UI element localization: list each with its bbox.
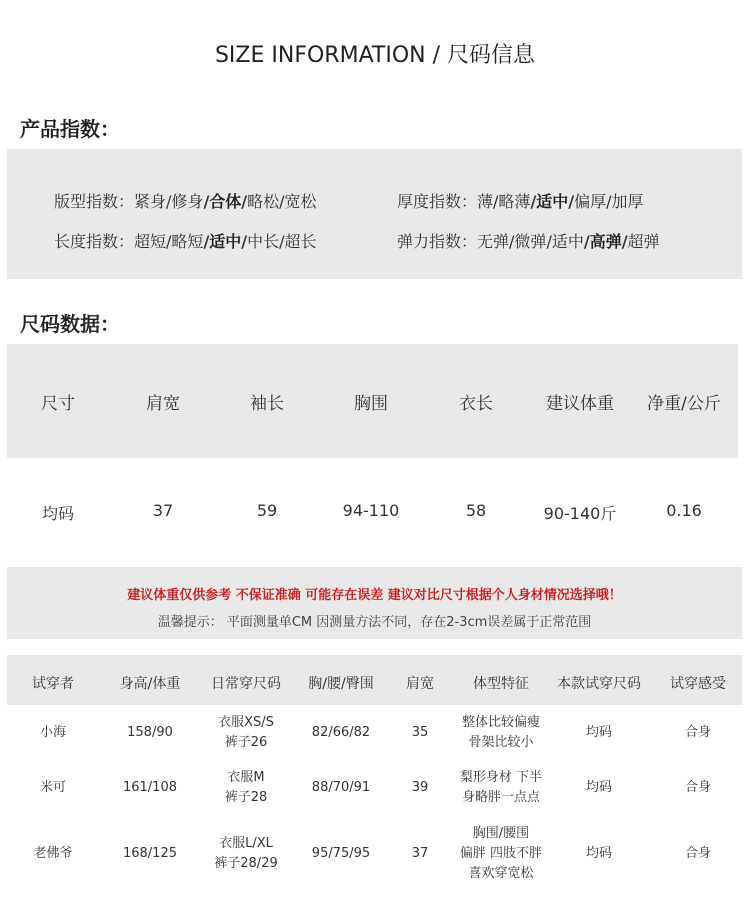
size-header-cell: 衣长 [459,394,493,414]
tryon-measurements: 95/75/95 [311,846,371,861]
option-separator: / [203,192,210,211]
index-option-selected: 适中 [536,192,569,211]
tryon-name: 小海 [39,725,67,740]
tryon-usual-size-line: 衣服M [227,770,265,785]
option-separator: / [241,192,248,211]
option-separator: / [621,232,628,251]
thickness-index [397,189,644,212]
tryon-usual-size [214,834,277,874]
elasticity-index [397,229,660,252]
index-option-selected: 合体 [209,192,242,211]
tryon-usual-size-line: 裤子26 [224,735,268,750]
index-panel [7,149,742,279]
tryon-usual-size-line: 衣服XS/S [218,715,274,730]
index-option: 无弹 [477,232,510,251]
tryon-header-cell: 体型特征 [473,676,529,692]
option-separator: / [166,232,172,251]
size-header-cell: 袖长 [250,394,284,414]
index-option: 略短 [171,232,204,251]
tryon-feel: 合身 [684,780,712,795]
size-value-cell: 均码 [41,504,75,523]
fit-index [54,189,317,212]
tryon-body-type [460,768,542,808]
index-option: 加厚 [611,192,644,211]
weight-warning: 建议体重仅供参考 不保证准确 可能存在误差 建议对比尺寸根据个人身材情况选择哦！ [127,588,622,603]
tryon-header-cell: 试穿者 [32,676,74,692]
page-title: SIZE INFORMATION / 尺码信息 [214,43,536,68]
option-separator: / [530,192,537,211]
option-separator: / [279,232,285,251]
index-option: 宽松 [284,192,317,211]
tryon-body-line: 喜欢穿宽松 [468,866,534,881]
size-value-cell: 90-140斤 [543,504,617,523]
index-heading: 产品指数： [20,117,120,141]
size-header-cell: 尺寸 [41,394,75,414]
tryon-body-line: 骨架比较小 [468,735,534,750]
index-option: 微弹 [514,232,547,251]
index-label: 版型指数： [54,192,135,211]
tryon-header-cell: 试穿感受 [670,676,726,692]
measurement-tip: 温馨提示： 平面测量单CM 因测量方法不同，存在2-3cm误差属于正常范围 [157,615,592,630]
tryon-body-line: 整体比较偏瘦 [461,715,541,730]
tryon-usual-size [218,713,274,753]
tryon-usual-size-line: 裤子28 [224,790,268,805]
index-option: 中长 [247,232,280,251]
tryon-shoulder: 37 [411,846,429,861]
tryon-body-line: 胸围/腰围 [472,826,530,841]
index-option: 略薄 [498,192,531,211]
index-option: 超弹 [627,232,660,251]
tryon-size: 均码 [585,846,613,861]
size-value-cell: 0.16 [666,501,702,520]
index-label: 弹力指数： [397,232,478,251]
size-value-cell: 58 [465,501,487,520]
index-option: 紧身 [134,192,167,211]
tryon-size: 均码 [585,725,613,740]
size-value-cell: 37 [152,501,174,520]
tryon-height-weight: 158/90 [127,725,173,740]
option-separator: / [546,232,552,251]
option-separator: / [606,192,612,211]
option-separator: / [568,192,575,211]
index-option-selected: 高弹 [589,232,622,251]
tryon-header-cell: 胸/腰/臀围 [308,676,374,692]
index-option-selected: 适中 [209,232,242,251]
tryon-body-line: 身略胖一点点 [461,790,541,805]
tryon-body-type [462,713,540,753]
tryon-shoulder: 35 [411,725,429,740]
option-separator: / [583,232,590,251]
size-header-cell: 胸围 [354,394,388,414]
option-separator: / [241,232,248,251]
option-separator: / [203,232,210,251]
tryon-feel: 合身 [684,846,712,861]
tryon-header-cell: 身高/体重 [119,676,181,692]
length-index [54,229,317,252]
tryon-name: 米可 [39,780,67,795]
size-value-cell: 94-110 [342,501,400,520]
tryon-body-line: 梨形身材 下半 [459,770,543,785]
index-option: 超短 [134,232,167,251]
option-separator: / [279,192,285,211]
size-heading: 尺码数据： [20,312,120,336]
tryon-height-weight: 161/108 [122,780,178,795]
tryon-header-cell: 肩宽 [406,676,434,692]
index-option: 修身 [171,192,204,211]
tryon-body-line: 偏胖 四肢不胖 [459,846,543,861]
tryon-usual-size [225,768,268,808]
tryon-height-weight: 168/125 [122,846,178,861]
tryon-measurements: 88/70/91 [311,780,371,795]
index-option: 适中 [551,232,584,251]
size-header-cell: 建议体重 [546,394,614,414]
index-option: 薄 [477,192,494,211]
tryon-size: 均码 [585,780,613,795]
size-header-cell: 净重/公斤 [647,394,721,414]
tryon-header-cell: 日常穿尺码 [211,676,281,692]
tryon-name: 老佛爷 [33,846,73,861]
index-label: 厚度指数： [397,192,478,211]
option-separator: / [493,192,499,211]
index-option: 超长 [284,232,317,251]
index-label: 长度指数： [54,232,135,251]
tryon-usual-size-line: 衣服L/XL [219,836,273,851]
size-value-cell: 59 [256,501,278,520]
option-separator: / [166,192,172,211]
tryon-measurements: 82/66/82 [311,725,371,740]
index-option: 偏厚 [574,192,607,211]
tryon-body-type [460,824,542,884]
tryon-shoulder: 39 [411,780,429,795]
size-header-cell: 肩宽 [146,394,180,414]
index-option: 略松 [247,192,280,211]
option-separator: / [509,232,515,251]
tryon-usual-size-line: 裤子28/29 [214,856,278,871]
tryon-header-cell: 本款试穿尺码 [557,676,641,692]
tryon-feel: 合身 [684,725,712,740]
